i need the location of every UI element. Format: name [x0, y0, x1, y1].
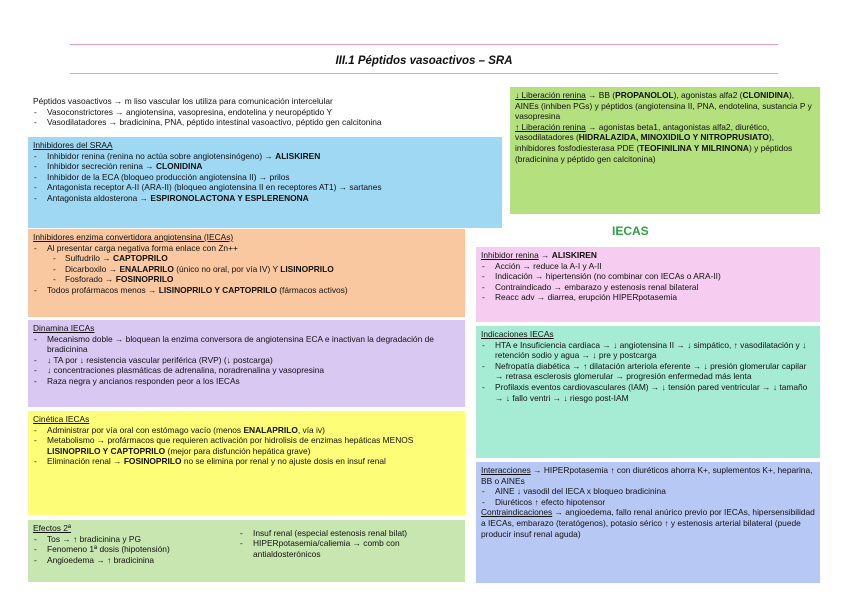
inhibidor-renina-item: - Indicación → hipertensión (no combinar con IECAs o ARA-II): [481, 271, 815, 282]
top-rule: [70, 44, 778, 45]
iecas-heading: IECAS: [612, 224, 649, 238]
ieca-inhibitors-header: Inhibidores enzima convertidora angiotensina (IECAs): [33, 232, 234, 242]
intro-vasoconstrictores: - Vasoconstrictores → angiotensina, vasopresina, endotelina y neuropéptido Y: [33, 107, 503, 118]
efectos-item: - HIPERpotasemia/caliemia → comb con antialdosterónicos: [239, 538, 460, 559]
interacciones-item: - Diuréticos ↑ efecto hipotensor: [481, 497, 815, 508]
sraa-header: Inhibidores del SRAA: [33, 140, 113, 150]
efectos-item: - Angioedema → ↑ bradicinina: [33, 555, 239, 566]
dinamina-item: - Raza negra y ancianos responden peor a los IECAs: [33, 376, 460, 387]
sraa-item: - Inhibidor renina (renina no actúa sobre angiotensinógeno) → ALISKIREN: [33, 151, 497, 162]
interacciones-item: - AINE ↓ vasodil del IECA x bloqueo bradicinina: [481, 486, 815, 497]
efectos-header: Efectos 2ª: [33, 523, 72, 533]
interacciones-text: Interacciones → HIPERpotasemia ↑ con diuréticos ahorra K+, suplementos K+, heparina, BB o AINEs: [481, 465, 813, 486]
indicaciones-item: - Nefropatía diabética → ↑ dilatación arteriola eferente → ↓ presión glomerular capilar → retrasa esclerosis glomerular → progresión enfermedad más lenta: [481, 361, 815, 382]
ieca-inh-item: - Todos profármacos menos → LISINOPRILO Y CAPTOPRILO (fármacos activos): [33, 285, 460, 296]
indicaciones-item: - Profilaxis eventos cardiovasculares (IAM) → ↓ tensión pared ventricular → ↓ tamaño → ↓ fallo ventri → ↓ riesgo post-IAM: [481, 382, 815, 403]
cinetica-item: - Eliminación renal → FOSINOPRILO no se elimina por renal y no ajuste dosis en insuf renal: [33, 456, 460, 467]
efectos-item: - Insuf renal (especial estenosis renal bilat): [239, 528, 460, 539]
inhibidor-renina-item: - Reacc adv → diarrea, erupción HIPERpotasemia: [481, 292, 815, 303]
sraa-item: - Antagonista receptor A-II (ARA-II) (bloqueo angiotensina II en receptores AT1) → sartanes: [33, 182, 497, 193]
sraa-item: - Inhibidor de la ECA (bloqueo producción angiotensina II) → prilos: [33, 172, 497, 183]
indicaciones-box: [476, 326, 820, 458]
interacciones-box: [476, 462, 820, 583]
efectos-item: - Fenomeno 1ª dosis (hipotensión): [33, 544, 239, 555]
intro-line: Péptidos vasoactivos → m liso vascular los utiliza para comunicación intercelular: [33, 96, 333, 106]
sraa-item: - Antagonista aldosterona → ESPIRONOLACTONA Y ESPLERENONA: [33, 193, 497, 204]
dinamina-item: - ↓ concentraciones plasmáticas de adrenalina, noradrenalina y vasopresina: [33, 365, 460, 376]
title-underline: [70, 73, 778, 74]
inhibidor-renina-item: - Contraindicado → embarazo y estenosis renal bilateral: [481, 282, 815, 293]
ieca-inhibitors-box: [28, 229, 465, 317]
sraa-box: [28, 137, 502, 228]
intro-vasodilatadores: - Vasodilatadores → bradicinina, PNA, péptido intestinal vasoactivo, péptido gen calcitonina: [33, 117, 503, 128]
dinamina-item: - ↓ TA por ↓ resistencia vascular periférica (RVP) (↓ postcarga): [33, 355, 460, 366]
indicaciones-header: Indicaciones IECAs: [481, 329, 554, 339]
inhibidor-renina-item: - Acción → reduce la A-I y A-II: [481, 261, 815, 272]
inhibidor-renina-box: [476, 247, 820, 322]
dinamina-header: Dinamina IECAs: [33, 323, 95, 333]
dinamina-item: - Mecanismo doble → bloquean la enzima conversora de angiotensina ECA e inactivan la degradación de bradicinina: [33, 334, 460, 355]
cinetica-header: Cinética IECAs: [33, 414, 90, 424]
ieca-inh-sub: - Fosforado → FOSINOPRILO: [33, 274, 460, 285]
sraa-item: - Inhibidor secreción renina → CLONIDINA: [33, 161, 497, 172]
page-title: III.1 Péptidos vasoactivos – SRA: [335, 55, 513, 67]
indicaciones-item: - HTA e Insuficiencia cardiaca → ↓ angiotensina II → ↓ simpático, ↑ vasodilatación y ↓ retención sodio y agua → ↓ pre y postcarga: [481, 340, 815, 361]
liberacion-decrease: ↓ Liberación renina → BB (PROPANOLOL), agonistas alfa2 (CLONIDINA), AINEs (inhiben PGs) y péptidos (angiotensina II, PNA, endotelina, sustancia P y vasopresina: [515, 90, 812, 122]
ieca-inh-sub: - Dicarboxilo → ENALAPRILO (único no oral, por vía IV) Y LISINOPRILO: [33, 264, 460, 275]
efectos-item: - Tos → ↑ bradicinina y PG: [33, 534, 239, 545]
cinetica-box: [28, 411, 465, 515]
ieca-inh-item: - Al presentar carga negativa forma enlace con Zn++: [33, 243, 460, 254]
liberacion-box: [510, 87, 820, 214]
intro-block: [28, 93, 508, 130]
contraindicaciones-text: Contraindicaciones → angioedema, fallo renal anúrico previo por IECAs, hipersensibilidad a IECAs, embarazo (teratógenos), potasio sérico ↑ y estenosis arterial bilateral (puede producir insuf renal aguda): [481, 507, 815, 539]
ieca-inh-sub: - Sulfudrilo → CAPTOPRILO: [33, 253, 460, 264]
cinetica-item: - Administrar por vía oral con estómago vacío (menos ENALAPRILO, vía iv): [33, 425, 460, 436]
cinetica-item: - Metabolismo → profármacos que requieren activación por hidrolisis de enzimas hepáticas MENOS LISINOPRILO Y CAPTOPRILO (mejor para disfunción hepática grave): [33, 435, 460, 456]
dinamina-box: [28, 320, 465, 407]
inhibidor-renina-header: Inhibidor renina → ALISKIREN: [481, 250, 597, 260]
efectos-box: [28, 520, 465, 582]
liberacion-increase: ↑ Liberación renina → agonistas beta1, antagonistas alfa2, diurético, vasodilatadores (HIDRALAZIDA, MINOXIDILO Y NITROPRUSIATO), inhibidores fosfodiesterasa PDE (TEOFINILINA Y MILRINONA) y péptidos (bradicinina y péptido gen calcitonina): [515, 121, 793, 164]
